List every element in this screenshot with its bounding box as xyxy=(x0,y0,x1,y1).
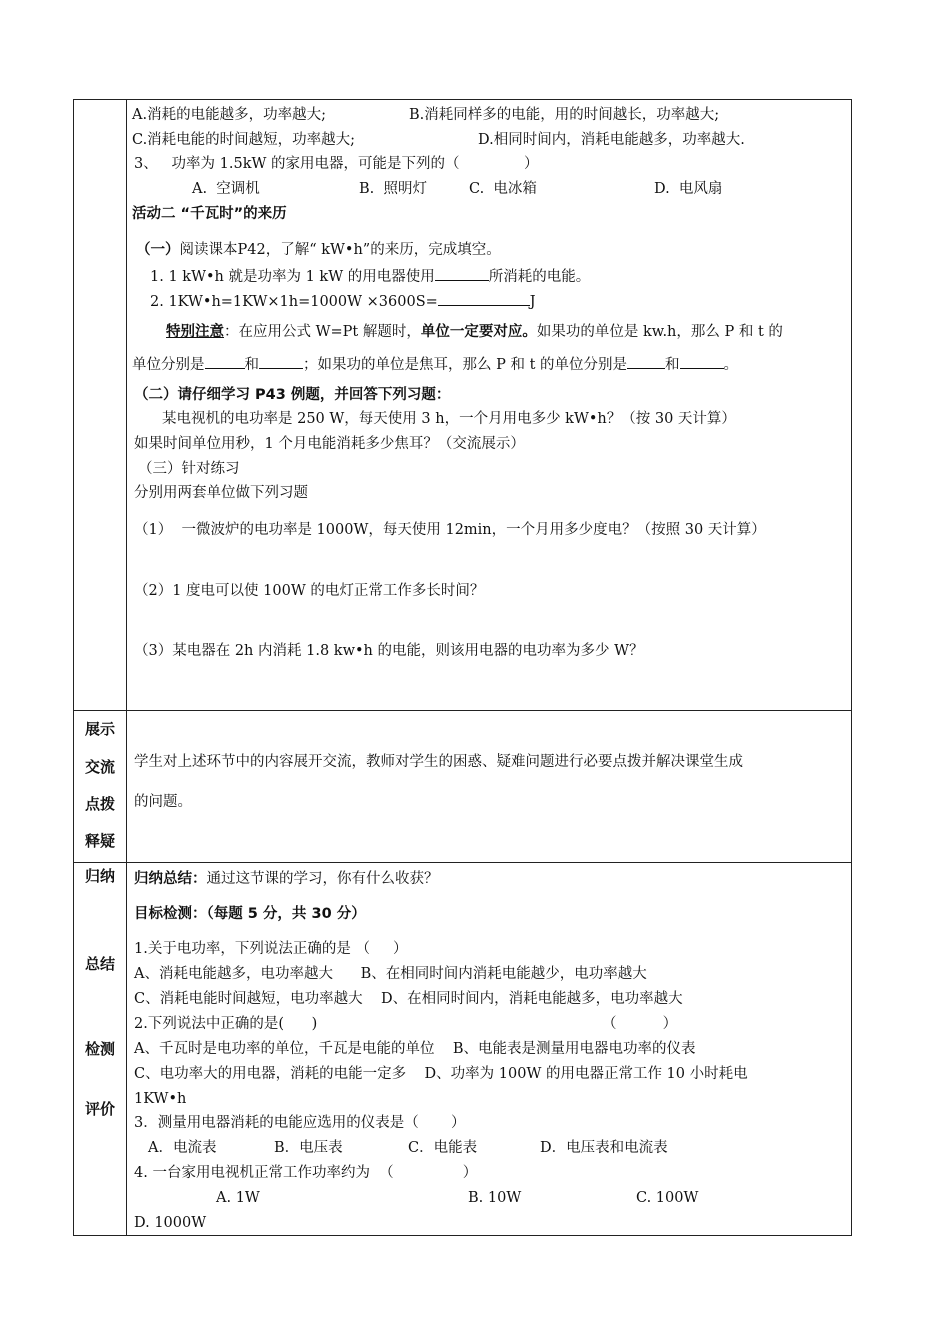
answer-blank[interactable] xyxy=(259,354,303,369)
part-2-title: （二）请仔细学习 P43 例题，并回答下列习题： xyxy=(134,387,451,403)
q3-option-a: A. 空调机 xyxy=(192,181,260,197)
answer-blank[interactable] xyxy=(435,266,489,281)
side-label: 点拨 xyxy=(84,795,115,813)
test-q3-option-a: A．电流表 xyxy=(148,1140,217,1156)
part-2-question-1: 某电视机的电功率是 250 W，每天使用 3 h，一个月用电多少 kW•h？（按 30 天计算） xyxy=(162,411,736,427)
note-text: ；如果功的单位是焦耳，那么 P 和 t 的单位分别是 xyxy=(303,357,628,373)
test-q3-option-d: D．电压表和电流表 xyxy=(540,1140,668,1156)
option-c: C.消耗电能的时间越短，功率越大; xyxy=(132,132,356,148)
special-note-bold: 单位一定要对应。 xyxy=(420,324,537,340)
discussion-text-2: 的问题。 xyxy=(134,794,192,810)
note-text: 和 xyxy=(665,357,680,373)
summary-line xyxy=(134,870,439,888)
side-label: 展示 xyxy=(84,720,115,738)
q3-option-b: B. 照明灯 xyxy=(359,181,427,197)
exercise-1: （1） 一微波炉的电功率是 1000W，每天使用 12min，一个月用多少度电？（按照 30 天计算） xyxy=(134,522,766,538)
fill-1-post: 所消耗的电能。 xyxy=(488,269,591,285)
answer-blank[interactable] xyxy=(627,354,665,369)
test-q1-options-cd: C、消耗电能时间越短，电功率越大 D、在相同时间内，消耗电能越多，电功率越大 xyxy=(134,991,683,1007)
part-1-text: 阅读课本P42，了解“ kW•h”的来历，完成填空。 xyxy=(179,242,501,258)
side-label: 释疑 xyxy=(84,832,115,850)
answer-blank[interactable] xyxy=(680,354,724,369)
test-q2-options-cd: C、电功率大的用电器，消耗的电能一定多 D、功率为 100W 的用电器正常工作 10 小时耗电 xyxy=(134,1066,748,1082)
answer-blank[interactable] xyxy=(438,291,530,306)
test-q4-option-d: D. 1000W xyxy=(134,1215,207,1231)
part-2-question-2: 如果时间单位用秒，1 个月电能消耗多少焦耳？（交流展示） xyxy=(134,436,525,452)
fill-blank-2 xyxy=(150,291,536,311)
fill-2-post: J xyxy=(529,294,536,310)
test-q4-option-a: A. 1W xyxy=(216,1190,260,1206)
special-note-line-2 xyxy=(132,354,738,374)
question-3: 3、 功率为 1.5kW 的家用电器，可能是下列的（ ） xyxy=(134,156,539,172)
option-b: B.消耗同样多的电能，用的时间越长，功率越大; xyxy=(409,107,720,123)
q3-option-d: D. 电风扇 xyxy=(654,181,723,197)
test-q4-option-c: C. 100W xyxy=(636,1190,699,1206)
exercise-3: （3）某电器在 2h 内消耗 1.8 kw•h 的电能，则该用电器的电功率为多少 W？ xyxy=(134,643,644,659)
test-q4-option-b: B. 10W xyxy=(468,1190,522,1206)
fill-1-pre: 1. 1 kW•h 就是功率为 1 kW 的用电器使用 xyxy=(150,269,435,285)
side-label: 评价 xyxy=(84,1100,115,1118)
note-text: 单位分别是 xyxy=(132,357,205,373)
q3-option-c: C. 电冰箱 xyxy=(469,181,537,197)
special-note-label: 特别注意 xyxy=(166,324,224,340)
part-3-title: （三）针对练习 xyxy=(138,461,240,477)
test-question-4: 4. 一台家用电视机正常工作功率约为 （ ） xyxy=(134,1165,478,1181)
fill-blank-1 xyxy=(150,266,590,286)
summary-text: 通过这节课的学习，你有什么收获？ xyxy=(206,871,439,887)
note-text: 和 xyxy=(244,357,259,373)
test-question-3: 3．测量用电器消耗的电能应选用的仪表是（ ） xyxy=(134,1115,466,1131)
test-question-2: 2.下列说法中正确的是( ) xyxy=(134,1016,318,1032)
special-note-line-1 xyxy=(166,323,783,341)
part-1-head: （一） xyxy=(136,242,180,258)
test-title: 目标检测：（每题 5 分，共 30 分） xyxy=(134,906,366,922)
lesson-table xyxy=(73,99,852,1236)
part-1-line xyxy=(136,241,501,259)
side-label: 总结 xyxy=(84,955,115,973)
test-q1-options-ab: A、消耗电能越多，电功率越大 B、在相同时间内消耗电能越少，电功率越大 xyxy=(134,966,647,982)
test-q2-options-ab: A、千瓦时是电功率的单位，千瓦是电能的单位 B、电能表是测量用电器电功率的仪表 xyxy=(134,1041,696,1057)
side-label: 交流 xyxy=(84,758,115,776)
test-q2-options-cont: 1KW•h xyxy=(134,1091,187,1107)
row-divider xyxy=(74,862,851,863)
side-label: 归纳 xyxy=(84,867,115,885)
part-3-intro: 分别用两套单位做下列习题 xyxy=(134,485,308,501)
test-q3-option-b: B．电压表 xyxy=(274,1140,343,1156)
test-q3-option-c: C．电能表 xyxy=(408,1140,478,1156)
fill-2-pre: 2. 1KW•h=1KW×1h=1000W ×3600S= xyxy=(150,294,438,310)
exercise-2: （2）1 度电可以使 100W 的电灯正常工作多长时间？ xyxy=(134,583,485,599)
activity-2-title: 活动二 “千瓦时”的来历 xyxy=(132,206,287,222)
summary-label: 归纳总结： xyxy=(134,871,207,887)
discussion-text-1: 学生对上述环节中的内容展开交流，教师对学生的困惑、疑难问题进行必要点拨并解决课堂生成 xyxy=(134,754,743,770)
side-label: 检测 xyxy=(84,1040,115,1058)
option-d: D.相同时间内，消耗电能越多，功率越大. xyxy=(478,132,745,148)
special-note-text: ：在应用公式 W=Pt 解题时， xyxy=(224,324,421,340)
special-note-text-2: 如果功的单位是 kw.h，那么 P 和 t 的 xyxy=(536,324,783,340)
row-divider xyxy=(74,710,851,711)
answer-blank[interactable] xyxy=(205,354,245,369)
column-divider xyxy=(126,100,127,1235)
note-text: 。 xyxy=(723,357,739,373)
test-question-1: 1.关于电功率，下列说法正确的是 （ ） xyxy=(134,941,408,957)
answer-paren: （ ） xyxy=(602,1016,678,1032)
option-a: A.消耗的电能越多，功率越大; xyxy=(132,107,326,123)
